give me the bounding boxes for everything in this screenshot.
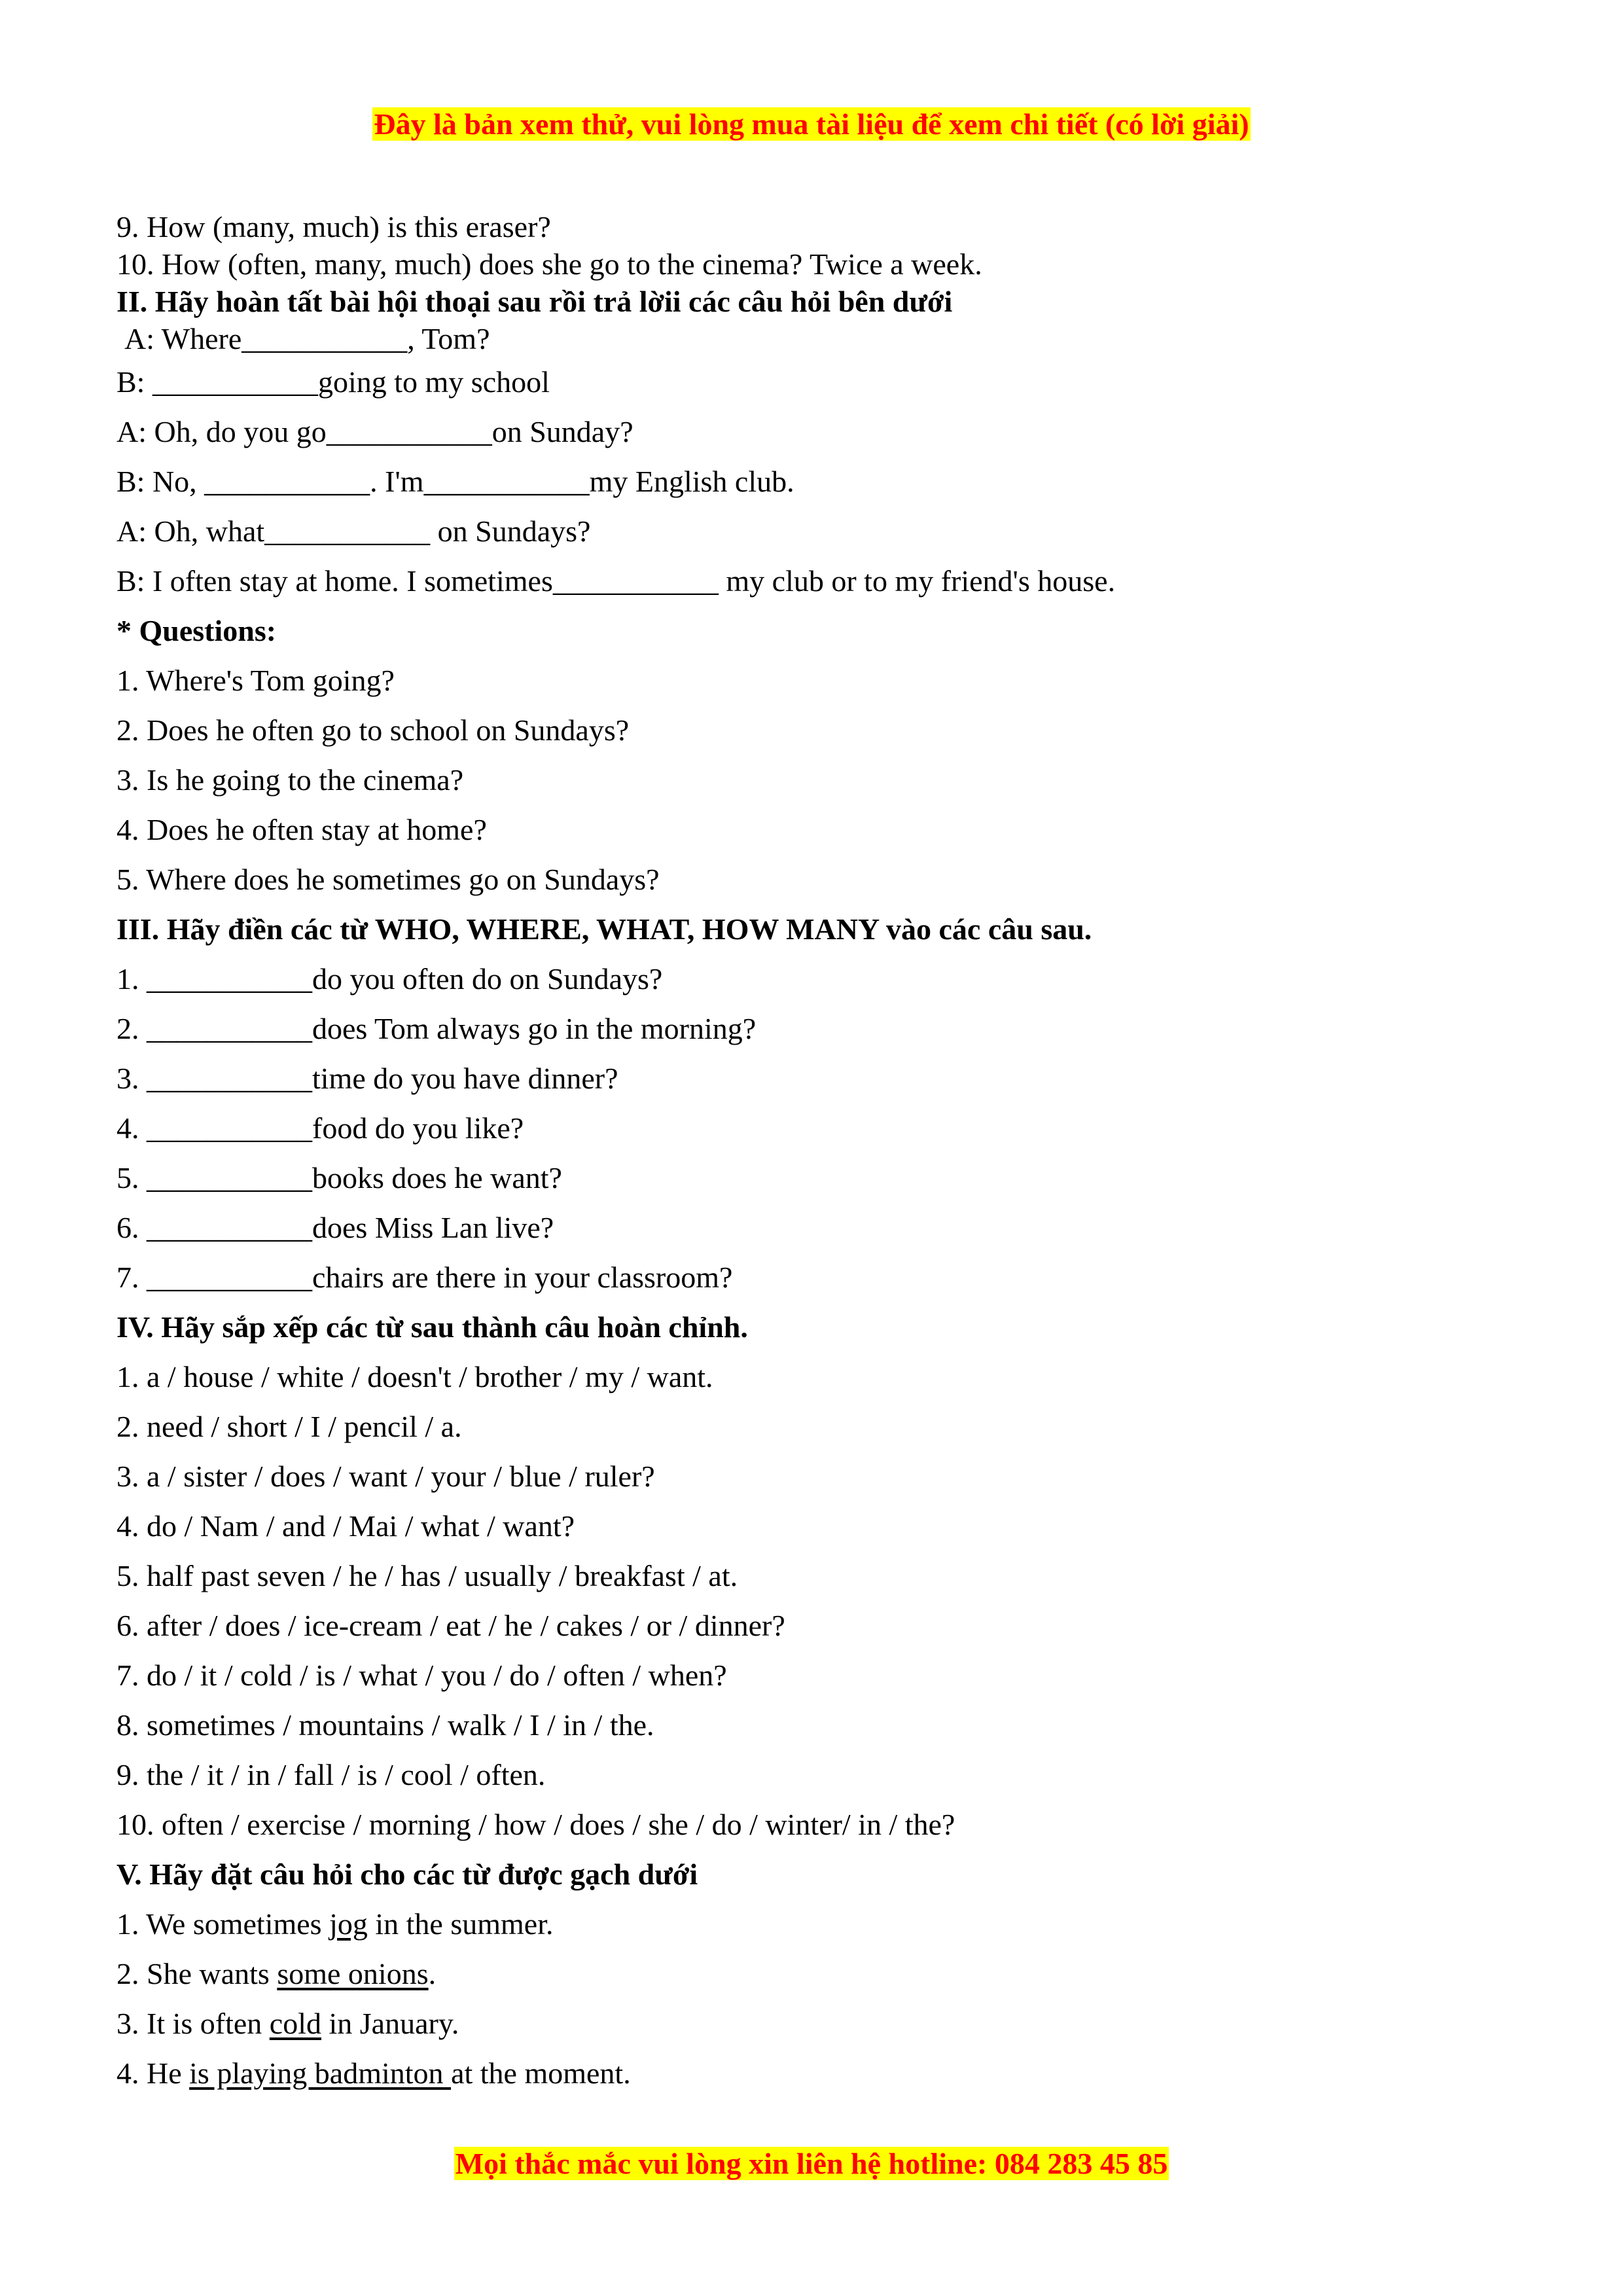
question-item: 5. Where does he sometimes go on Sundays? — [116, 863, 660, 896]
preview-notice-banner — [0, 106, 1623, 143]
section-heading-ii: II. Hãy hoàn tất bài hội thoại sau rồi trả lờii các câu hỏi bên dưới — [116, 285, 953, 318]
section-heading-v: V. Hãy đặt câu hỏi cho các từ được gạch dưới — [116, 1857, 698, 1891]
dialogue-line: B: I often stay at home. I sometimes___________ my club or to my friend's house. — [116, 564, 1116, 598]
dialogue-line: B: ___________going to my school — [116, 365, 550, 399]
sentence-end: in January. — [321, 2007, 459, 2040]
question-item: 2. Does he often go to school on Sundays? — [116, 713, 630, 747]
underline-question-item — [116, 1899, 1517, 1949]
reorder-item: 7. do / it / cold / is / what / you / do / often / when? — [116, 1659, 727, 1692]
fill-in-item: 4. ___________food do you like? — [116, 1111, 524, 1145]
worksheet-body — [116, 208, 1517, 2098]
question-item: 4. Does he often stay at home? — [116, 813, 487, 846]
section-heading-iii: III. Hãy điền các từ WHO, WHERE, WHAT, HOW MANY vào các câu sau. — [116, 912, 1092, 946]
dialogue-line: A: Oh, do you go___________on Sunday? — [116, 415, 633, 448]
dialogue-line: A: Where___________, Tom? — [124, 322, 490, 355]
hotline-text: Mọi thắc mắc vui lòng xin liên hệ hotline: 084 283 45 85 — [455, 2147, 1168, 2180]
underline-question-item — [116, 2049, 1517, 2098]
fill-in-item: 3. ___________time do you have dinner? — [116, 1062, 618, 1095]
reorder-item: 8. sometimes / mountains / walk / I / in / the. — [116, 1708, 654, 1742]
exercise-line: 10. How (often, many, much) does she go to the cinema? Twice a week. — [116, 247, 982, 281]
reorder-item: 2. need / short / I / pencil / a. — [116, 1410, 462, 1443]
sentence-end: . — [428, 1957, 437, 1990]
reorder-item: 10. often / exercise / morning / how / does / she / do / winter/ in / the? — [116, 1808, 955, 1841]
sentence-start: 3. It is often — [116, 2007, 270, 2040]
fill-in-item: 6. ___________does Miss Lan live? — [116, 1211, 554, 1244]
underlined-phrase: some onions — [277, 1957, 429, 1990]
dialogue-line: B: No, ___________. I'm___________my English club. — [116, 465, 794, 498]
fill-in-item: 2. ___________does Tom always go in the morning? — [116, 1012, 757, 1045]
underlined-phrase: is playing badminton — [189, 2056, 452, 2090]
dialogue-line: A: Oh, what___________ on Sundays? — [116, 514, 591, 548]
question-item: 1. Where's Tom going? — [116, 664, 395, 697]
reorder-item: 5. half past seven / he / has / usually / breakfast / at. — [116, 1559, 738, 1592]
question-item: 3. Is he going to the cinema? — [116, 763, 464, 797]
sentence-end: in the summer. — [367, 1907, 554, 1941]
sentence-end: at the moment. — [451, 2056, 631, 2090]
underlined-phrase: cold — [269, 2007, 321, 2040]
section-heading-iv: IV. Hãy sắp xếp các từ sau thành câu hoàn chỉnh. — [116, 1310, 748, 1344]
reorder-item: 4. do / Nam / and / Mai / what / want? — [116, 1509, 575, 1543]
underline-question-item — [116, 1999, 1517, 2049]
underlined-phrase: jog — [329, 1907, 368, 1941]
reorder-item: 3. a / sister / does / want / your / blue / ruler? — [116, 1460, 655, 1493]
fill-in-item: 1. ___________do you often do on Sundays? — [116, 962, 663, 996]
underline-question-item — [116, 1949, 1517, 1999]
sentence-start: 2. She wants — [116, 1957, 277, 1990]
reorder-item: 1. a / house / white / doesn't / brother / my / want. — [116, 1360, 713, 1393]
reorder-item: 9. the / it / in / fall / is / cool / often. — [116, 1758, 546, 1791]
hotline-banner — [0, 2145, 1623, 2182]
questions-heading: * Questions: — [116, 614, 277, 647]
exercise-line: 9. How (many, much) is this eraser? — [116, 210, 551, 243]
preview-notice-text: Đây là bản xem thử, vui lòng mua tài liệu để xem chi tiết (có lời giải) — [374, 107, 1249, 141]
sentence-start: 4. He — [116, 2056, 190, 2090]
reorder-item: 6. after / does / ice-cream / eat / he / cakes / or / dinner? — [116, 1609, 785, 1642]
fill-in-item: 5. ___________books does he want? — [116, 1161, 562, 1194]
sentence-start: 1. We sometimes — [116, 1907, 330, 1941]
fill-in-item: 7. ___________chairs are there in your classroom? — [116, 1261, 733, 1294]
